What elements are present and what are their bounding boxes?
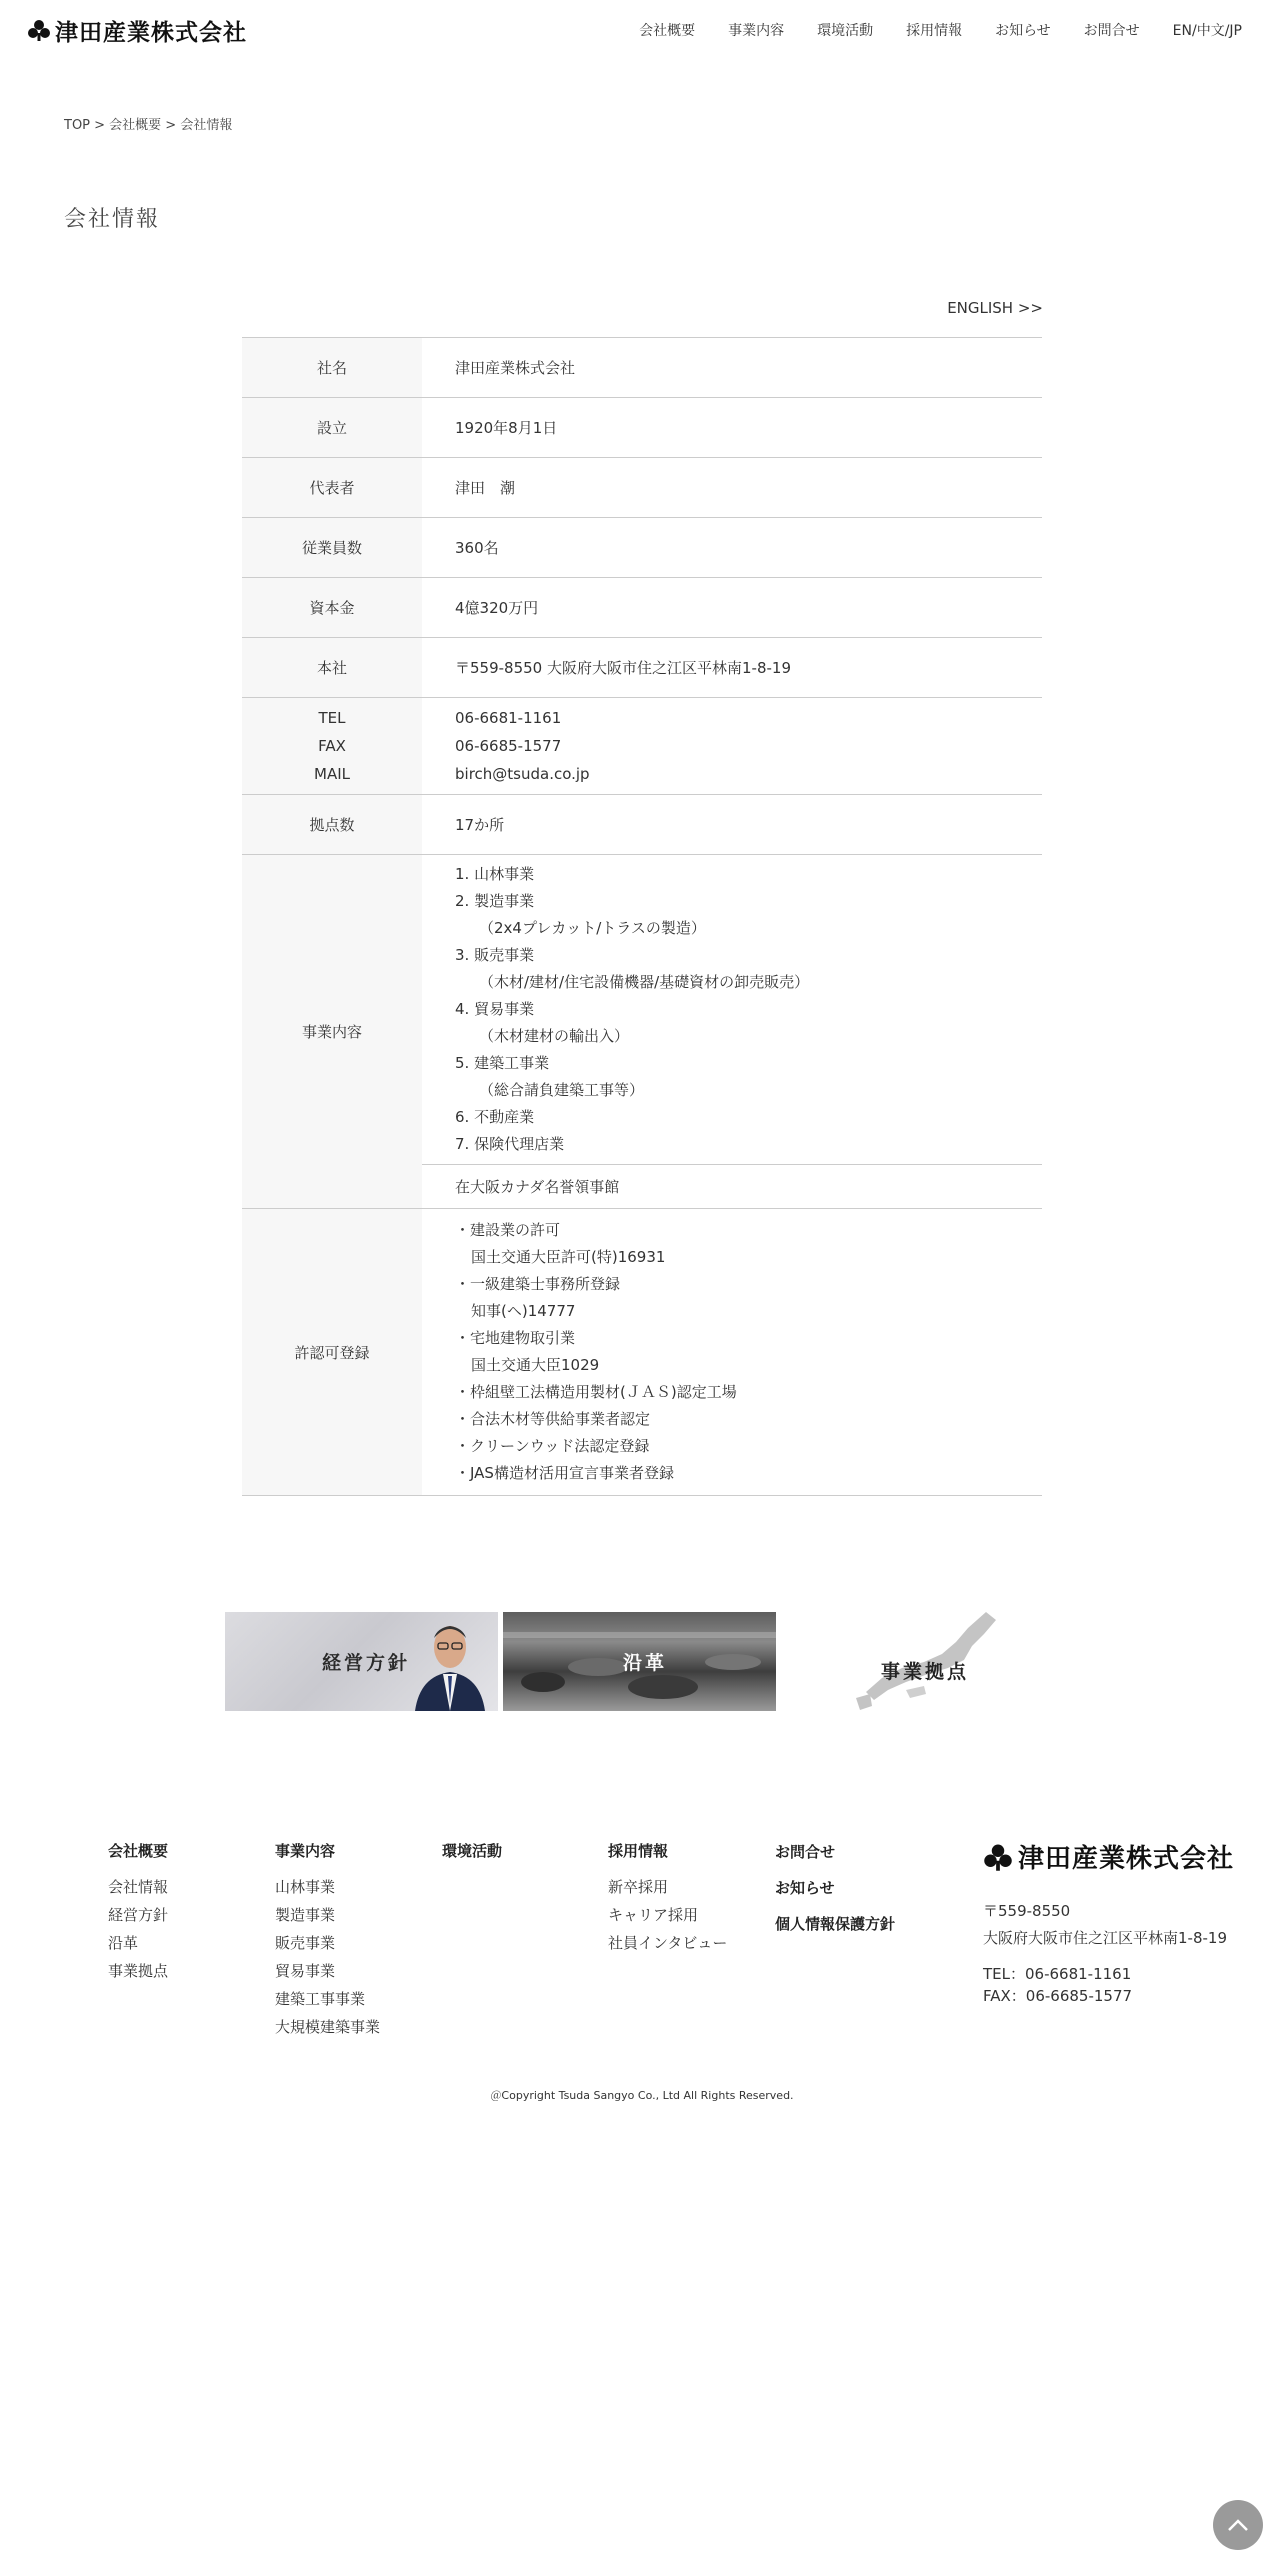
global-nav [606, 20, 1242, 40]
site-header [0, 0, 1284, 62]
list-item: 2. 製造事業 [455, 892, 535, 910]
capital-value: 4億320万円 [422, 578, 1042, 638]
chevron-up-icon [1227, 2518, 1249, 2532]
row-label-representative: 代表者 [242, 458, 422, 518]
footer-link[interactable]: 社員インタビュー [608, 1934, 728, 1952]
list-item: （木材建材の輸出入） [479, 1027, 630, 1045]
footer-logo-text: 津田産業株式会社 [1018, 1844, 1235, 1874]
list-item: 7. 保険代理店業 [455, 1135, 565, 1153]
row-label-licenses: 許認可登録 [242, 1209, 422, 1496]
table-row [242, 638, 1042, 698]
table-row [242, 398, 1042, 458]
footer-col-environment [442, 1840, 502, 1873]
locations-value: 17か所 [422, 795, 1042, 855]
list-item: 国土交通大臣1029 [471, 1356, 600, 1374]
table-row [242, 1209, 1042, 1496]
table-row [242, 458, 1042, 518]
list-item: 国土交通大臣許可(特)16931 [471, 1248, 666, 1266]
fax-label: FAX [318, 737, 346, 755]
list-item: 3. 販売事業 [455, 946, 535, 964]
footer-news-link[interactable]: お知らせ [775, 1879, 835, 1897]
list-item: ・クリーンウッド法認定登録 [455, 1437, 650, 1455]
footer-link[interactable]: 新卒採用 [608, 1878, 669, 1896]
breadcrumb[interactable]: TOP > 会社概要 > 会社情報 [64, 118, 233, 133]
head-office-value: 〒559-8550 大阪府大阪市住之江区平林南1-8-19 [422, 638, 1042, 698]
tel-label: TEL [318, 709, 346, 727]
footer-contact-link[interactable]: お問合せ [775, 1843, 836, 1861]
footer-link[interactable]: 事業拠点 [108, 1962, 169, 1980]
row-label-founded: 設立 [242, 398, 422, 458]
nav-language[interactable]: EN/中文/JP [1172, 23, 1242, 39]
business-list [422, 855, 1042, 1165]
nav-news[interactable]: お知らせ [995, 23, 1051, 39]
list-item: （2x4プレカット/トラスの製造） [479, 919, 706, 937]
table-row [242, 855, 1042, 1165]
footer-heading[interactable]: 会社概要 [108, 1842, 169, 1860]
back-to-top-button[interactable] [1213, 2500, 1263, 2550]
english-link[interactable]: ENGLISH >> [947, 299, 1043, 317]
site-logo[interactable] [27, 14, 247, 46]
list-item: ・宅地建物取引業 [455, 1329, 576, 1347]
founded-value: 1920年8月1日 [422, 398, 1042, 458]
table-row [242, 698, 1042, 795]
list-item: 6. 不動産業 [455, 1108, 535, 1126]
footer-link[interactable]: 沿革 [108, 1934, 139, 1952]
tel-value[interactable]: 06-6681-1161 [455, 709, 562, 727]
company-info-table [242, 337, 1042, 1496]
nav-contact[interactable]: お問合せ [1083, 23, 1140, 39]
row-label-locations: 拠点数 [242, 795, 422, 855]
page-title: 会社情報 [64, 207, 161, 232]
footer-heading[interactable]: 環境活動 [442, 1842, 503, 1860]
list-item: ・一級建築士事務所登録 [455, 1275, 621, 1293]
footer-logo[interactable] [983, 1838, 1234, 1875]
list-item: 5. 建築工事業 [455, 1054, 550, 1072]
row-label-head-office: 本社 [242, 638, 422, 698]
banner-history[interactable] [503, 1612, 776, 1711]
footer-link[interactable]: 大規模建築事業 [275, 2018, 381, 2036]
nav-recruit[interactable]: 採用情報 [906, 23, 963, 39]
banner-label: 事業拠点 [881, 1661, 970, 1683]
list-item: ・建設業の許可 [455, 1221, 561, 1239]
nav-business[interactable]: 事業内容 [728, 23, 785, 39]
footer-address-line: 大阪府大阪市住之江区平林南1-8-19 [983, 1929, 1228, 1947]
banner-label: 沿革 [623, 1652, 668, 1674]
row-label-capital: 資本金 [242, 578, 422, 638]
footer-col-contact [775, 1834, 895, 1942]
contact-values [422, 698, 1042, 795]
copyright: ＠Copyright Tsuda Sangyo Co., Ltd All Rights Reserved. [490, 2089, 794, 2102]
licenses-list [422, 1209, 1042, 1496]
footer-link[interactable]: 会社情報 [108, 1878, 169, 1896]
list-item: ・枠組壁工法構造用製材(ＪＡＳ)認定工場 [455, 1383, 737, 1401]
row-label-contact [242, 698, 422, 795]
nav-company[interactable]: 会社概要 [639, 23, 696, 39]
table-row [242, 518, 1042, 578]
list-item: ・JAS構造材活用宣言事業者登録 [455, 1464, 674, 1482]
president-photo-icon [415, 1614, 485, 1711]
company-name-value: 津田産業株式会社 [422, 338, 1042, 398]
footer-tel: TEL：06-6681-1161 [983, 1965, 1132, 1983]
footer-heading[interactable]: 事業内容 [275, 1842, 336, 1860]
mail-value[interactable]: birch@tsuda.co.jp [455, 765, 590, 783]
list-item: 4. 貿易事業 [455, 1000, 535, 1018]
footer-phone [983, 1963, 1132, 2007]
fax-value: 06-6685-1577 [455, 737, 562, 755]
list-item: 1. 山林事業 [455, 865, 535, 883]
list-item: （総合請負建築工事等） [479, 1081, 645, 1099]
footer-fax: FAX：06-6685-1577 [983, 1987, 1133, 2005]
table-row [242, 795, 1042, 855]
footer-privacy-link[interactable]: 個人情報保護方針 [775, 1915, 896, 1933]
banner-locations[interactable] [781, 1612, 1054, 1711]
list-item: ・合法木材等供給事業者認定 [455, 1410, 651, 1428]
nav-environment[interactable]: 環境活動 [817, 23, 874, 39]
footer-col-company [108, 1840, 168, 1985]
banner-links [225, 1612, 1054, 1711]
logo-mark-icon [983, 1842, 1013, 1872]
representative-value: 津田 潮 [422, 458, 1042, 518]
footer-col-business [275, 1840, 380, 2041]
employees-value: 360名 [422, 518, 1042, 578]
footer-link[interactable]: 経営方針 [108, 1906, 169, 1924]
logo-text: 津田産業株式会社 [55, 19, 247, 46]
footer-address [983, 1898, 1227, 1952]
list-item: （木材/建材/住宅設備機器/基礎資材の卸売販売） [479, 973, 810, 991]
footer-heading[interactable]: 採用情報 [608, 1842, 669, 1860]
row-label-employees: 従業員数 [242, 518, 422, 578]
footer-link[interactable]: 山林事業 [275, 1878, 336, 1896]
consulate-value: 在大阪カナダ名誉領事館 [422, 1165, 1042, 1209]
footer-link[interactable]: 建築工事事業 [275, 1990, 366, 2008]
footer-link[interactable]: 製造事業 [275, 1906, 336, 1924]
footer-link[interactable]: キャリア採用 [608, 1906, 699, 1924]
footer-col-recruit [608, 1840, 727, 1957]
row-label-business: 事業内容 [242, 855, 422, 1209]
row-label-company-name: 社名 [242, 338, 422, 398]
table-row [242, 338, 1042, 398]
mail-label: MAIL [314, 765, 350, 783]
table-row [242, 578, 1042, 638]
banner-management-policy[interactable] [225, 1612, 498, 1711]
list-item: 知事(ヘ)14777 [471, 1302, 576, 1320]
footer-postal: 〒559-8550 [983, 1902, 1071, 1920]
banner-label: 経営方針 [322, 1652, 411, 1674]
footer-link[interactable]: 貿易事業 [275, 1962, 336, 1980]
logo-mark-icon [27, 18, 51, 42]
footer-link[interactable]: 販売事業 [275, 1934, 336, 1952]
